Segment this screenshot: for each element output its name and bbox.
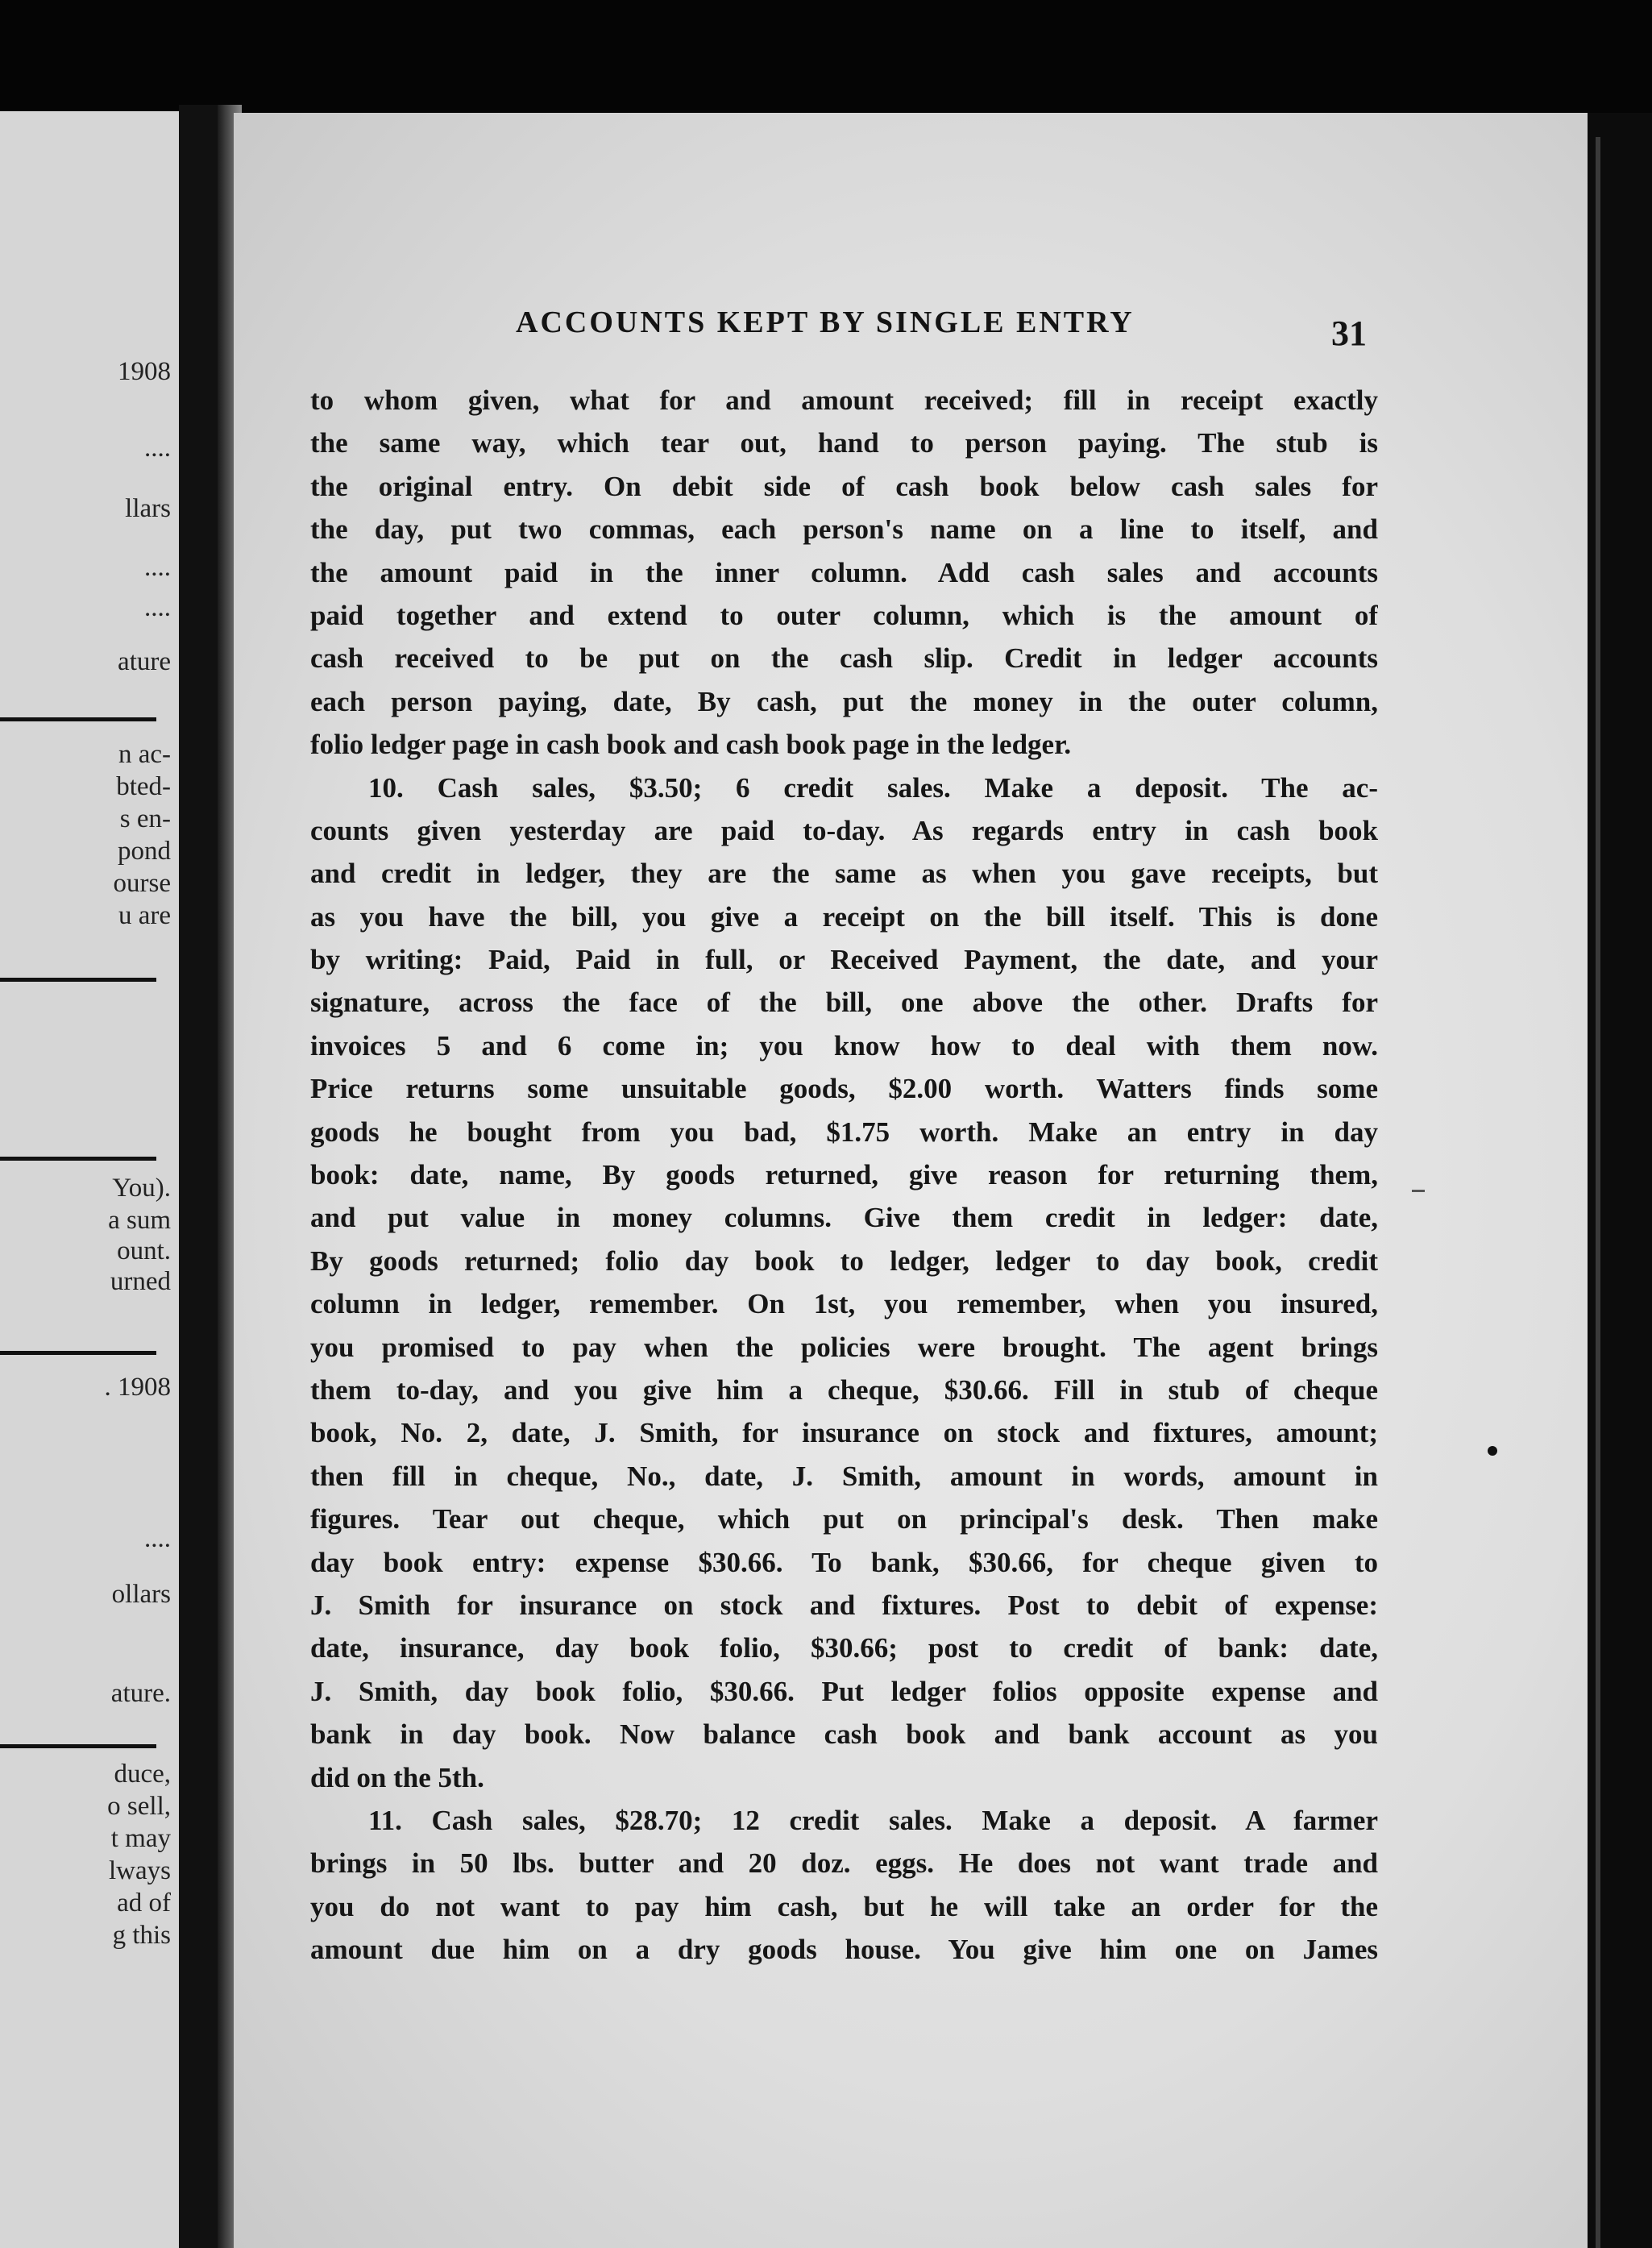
left-page-line: s en- [119,804,171,833]
left-page-line: 1908 [118,357,171,386]
text-line: J. Smith, day book folio, $30.66. Put ledger folios opposite expense and [310,1675,1378,1707]
text-line: each person paying, date, By cash, put the money in the outer column, [310,685,1378,717]
text-line: invoices 5 and 6 come in; you know how to deal with them now. [310,1029,1378,1062]
text-line: signature, across the face of the bill, one above the other. Drafts for [310,987,1378,1019]
text-line: by writing: Paid, Paid in full, or Received Payment, the date, and your [310,944,1378,976]
text-line: them to-day, and you give him a cheque, $30.66. Fill in stub of cheque [310,1373,1378,1406]
left-page-line: ourse [113,869,171,898]
text-line: J. Smith for insurance on stock and fixtures. Post to debit of expense: [310,1589,1378,1621]
text-line: brings in 50 lbs. butter and 20 doz. eggs. He does not want trade and [310,1847,1378,1880]
text-line: the same way, which tear out, hand to person paying. The stub is [310,427,1378,459]
text-line: day book entry: expense $30.66. To bank, $30.66, for cheque given to [310,1546,1378,1578]
margin-dot-mark [1488,1446,1497,1456]
left-page-line: .... [144,553,171,582]
page-number: 31 [1331,314,1367,353]
right-page-edge [1596,137,1600,2248]
text-line: then fill in cheque, No., date, J. Smith, amount in words, amount in [310,1460,1378,1492]
left-page-line: .... [144,1524,171,1553]
left-page-line: urned [110,1267,171,1296]
running-head: ACCOUNTS KEPT BY SINGLE ENTRY [516,305,1135,339]
left-page-rule [0,1351,156,1355]
text-line: and put value in money columns. Give them credit in ledger: date, [310,1202,1378,1234]
left-page-line: llars [125,494,171,523]
text-line: amount due him on a dry goods house. You give him one on James [310,1934,1378,1966]
text-line: the day, put two commas, each person's name on a line to itself, and [310,513,1378,546]
left-page-rule [0,1744,156,1748]
left-page-rule [0,717,156,721]
text-line: bank in day book. Now balance cash book and bank account as you [310,1718,1378,1751]
left-page-line: ollars [111,1580,171,1609]
left-page-line: ature. [110,1679,171,1708]
left-page-line: pond [118,837,171,866]
text-line: folio ledger page in cash book and cash book page in the ledger. [310,729,1072,761]
left-page-line: lways [109,1856,171,1885]
margin-dash-mark [1412,1190,1425,1192]
left-page-line: .... [144,593,171,622]
text-line: counts given yesterday are paid to-day. As regards entry in cash book [310,814,1378,846]
left-page-line: o sell, [107,1792,171,1821]
left-page-line: ature [118,647,171,676]
left-page-line: You). [112,1174,171,1203]
left-page-rule [0,1157,156,1161]
text-line: cash received to be put on the cash slip. Credit in ledger accounts [310,642,1378,675]
left-page-line: a sum [108,1206,171,1235]
text-line: column in ledger, remember. On 1st, you remember, when you insured, [310,1288,1378,1320]
previous-page-fragment [0,111,179,2248]
text-line: the original entry. On debit side of cash book below cash sales for [310,470,1378,502]
left-page-line: ad of [117,1889,171,1918]
text-line: the amount paid in the inner column. Add cash sales and accounts [310,556,1378,588]
left-page-line: t may [110,1824,171,1853]
left-page-rule [0,978,156,982]
text-line: book: date, name, By goods returned, give reason for returning them, [310,1159,1378,1191]
left-page-line: g this [112,1921,171,1950]
left-page-line: n ac- [118,740,171,769]
text-line: and credit in ledger, they are the same as when you gave receipts, but [310,858,1378,890]
paragraph-10-start: 10. Cash sales, $3.50; 6 credit sales. Make a deposit. The ac- [368,771,1378,804]
text-line: did on the 5th. [310,1761,484,1793]
text-line: you promised to pay when the policies were brought. The agent brings [310,1331,1378,1363]
left-page-line: .... [144,434,171,463]
text-line: goods he bought from you bad, $1.75 worth. Make an entry in day [310,1116,1378,1148]
left-page-line: u are [118,901,171,930]
text-line: By goods returned; folio day book to ledger, ledger to day book, credit [310,1245,1378,1277]
text-line: figures. Tear out cheque, which put on principal's desk. Then make [310,1503,1378,1535]
text-line: Price returns some unsuitable goods, $2.00 worth. Watters finds some [310,1073,1378,1105]
text-line: book, No. 2, date, J. Smith, for insurance on stock and fixtures, amount; [310,1417,1378,1449]
left-page-line: ount. [117,1236,171,1265]
text-line: as you have the bill, you give a receipt on the bill itself. This is done [310,900,1378,933]
text-line: to whom given, what for and amount received; fill in receipt exactly [310,384,1378,416]
text-line: date, insurance, day book folio, $30.66; post to credit of bank: date, [310,1632,1378,1664]
text-line: you do not want to pay him cash, but he will take an order for the [310,1890,1378,1922]
left-page-line: duce, [114,1760,171,1789]
left-page-line: bted- [116,772,171,801]
paragraph-11-start: 11. Cash sales, $28.70; 12 credit sales. Make a deposit. A farmer [368,1804,1378,1836]
left-page-line: . 1908 [104,1373,171,1402]
body-text [310,379,1378,1971]
text-line: paid together and extend to outer column, which is the amount of [310,599,1378,631]
